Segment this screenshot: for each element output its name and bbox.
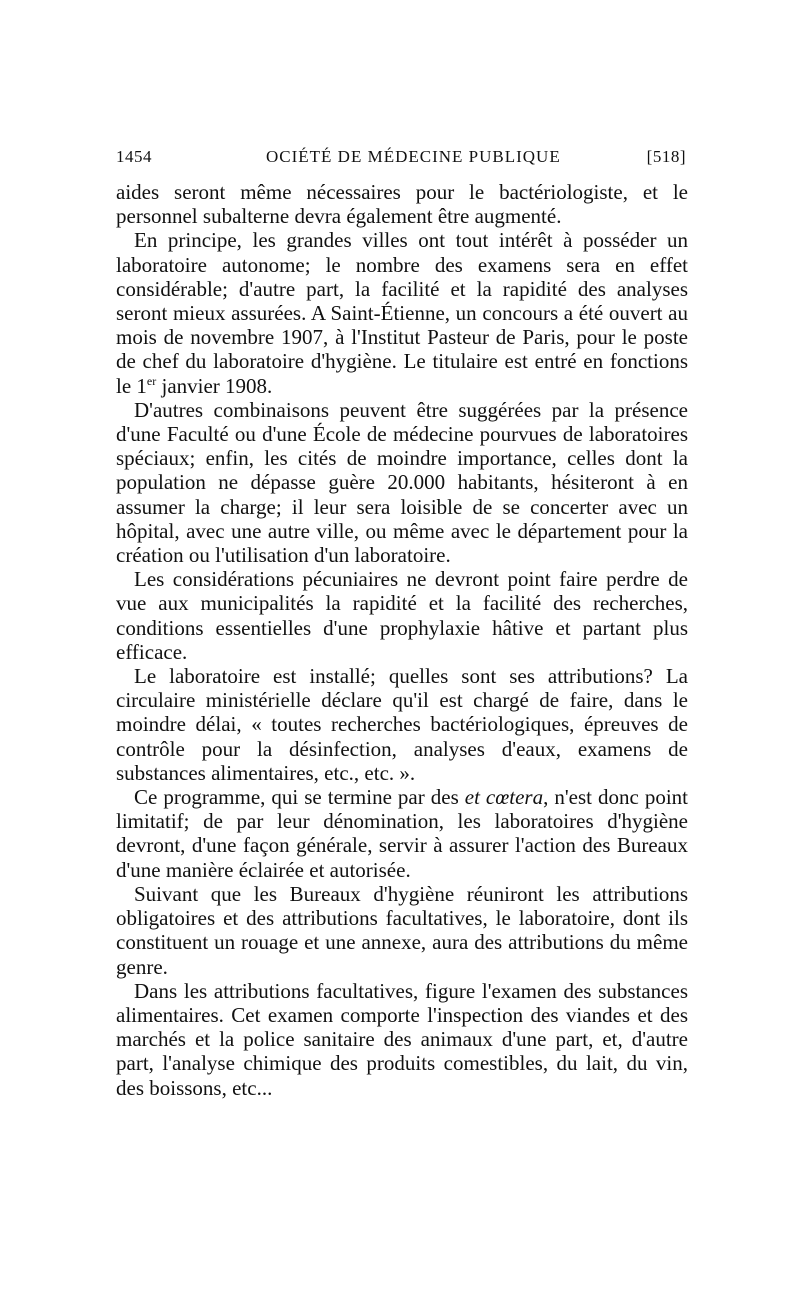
- paragraph: [116, 785, 688, 882]
- paragraph-text-end: , n'est donc point limitatif; de par leur dénomination, les laboratoires d'hygiène devront, d'une façon générale, servir à assurer l'action des Bureaux d'une manière éclairée et autorisée.: [116, 785, 688, 882]
- paragraph-text: Les considérations pécuniaires ne devront point faire perdre de vue aux municipalités la rapidité et la facilité des recherches, conditions essentielles d'une prophylaxie hâtive et partant plus efficace.: [116, 567, 688, 664]
- page-number: 1454: [116, 147, 152, 166]
- paragraph: [116, 567, 688, 664]
- paragraph-text-end: janvier 1908.: [156, 373, 273, 398]
- paragraph: [116, 664, 688, 785]
- paragraph-text: D'autres combinaisons peuvent être suggérées par la présence d'une Faculté ou d'une École de médecine pourvues de laboratoires spéciaux; enfin, les cités de moindre importance, celles dont la population ne dépasse guère 20.000 habitants, hésiteront à en assumer la charge; il leur sera loisible de se concerter avec un hôpital, avec une autre ville, ou même avec le département pour la création ou l'utilisation d'un laboratoire.: [116, 397, 688, 568]
- paragraph: [116, 882, 688, 979]
- running-title: OCIÉTÉ DE MÉDECINE PUBLIQUE: [266, 147, 561, 166]
- paragraph: [116, 228, 688, 397]
- paragraph-text: Dans les attributions facultatives, figure l'examen des substances alimentaires. Cet examen comporte l'inspection des viandes et des marchés et la police sanitaire des animaux d'une part, et, d'autre part, l'analyse chimique des produits comestibles, du lait, du vin, des boissons, etc...: [116, 978, 688, 1100]
- body-text: [116, 180, 688, 1100]
- paragraph-text: Le laboratoire est installé; quelles sont ses attributions? La circulaire ministérielle déclare qu'il est chargé de faire, dans le moindre délai, « toutes recherches bactériologiques, épreuves de contrôle pour la désinfection, analyses d'eaux, examens de substances alimentaires, etc., etc. ».: [116, 664, 688, 785]
- page-header: [116, 143, 686, 171]
- paragraph-text: aides seront même nécessaires pour le bactériologiste, et le personnel subalterne devra également être augmenté.: [116, 180, 688, 229]
- paragraph: [116, 180, 688, 228]
- date-number: 1: [136, 373, 147, 398]
- paragraph: [116, 398, 688, 567]
- paragraph-text: En principe, les grandes villes ont tout intérêt à posséder un laboratoire autonome; le nombre des examens sera en effet considérable; d'autre part, la facilité et la rapidité des analyses seront mieux assurées. A Saint-Étienne, un concours a été ouvert au mois de novembre 1907, à l'Institut Pasteur de Paris, pour le poste de chef du laboratoire d'hygiène. Le titulaire est entré en fonctions le: [116, 228, 688, 398]
- page-reference: [518]: [646, 147, 686, 166]
- superscript: er: [146, 373, 157, 388]
- paragraph-text: Suivant que les Bureaux d'hygiène réuniront les attributions obligatoires et des attributions facultatives, le laboratoire, dont ils constituent un rouage et une annexe, aura des attributions du même genre.: [116, 881, 688, 979]
- paragraph: [116, 979, 688, 1100]
- italic-text: et cœtera: [464, 785, 544, 810]
- paragraph-text: Ce programme, qui se termine par des: [134, 785, 465, 810]
